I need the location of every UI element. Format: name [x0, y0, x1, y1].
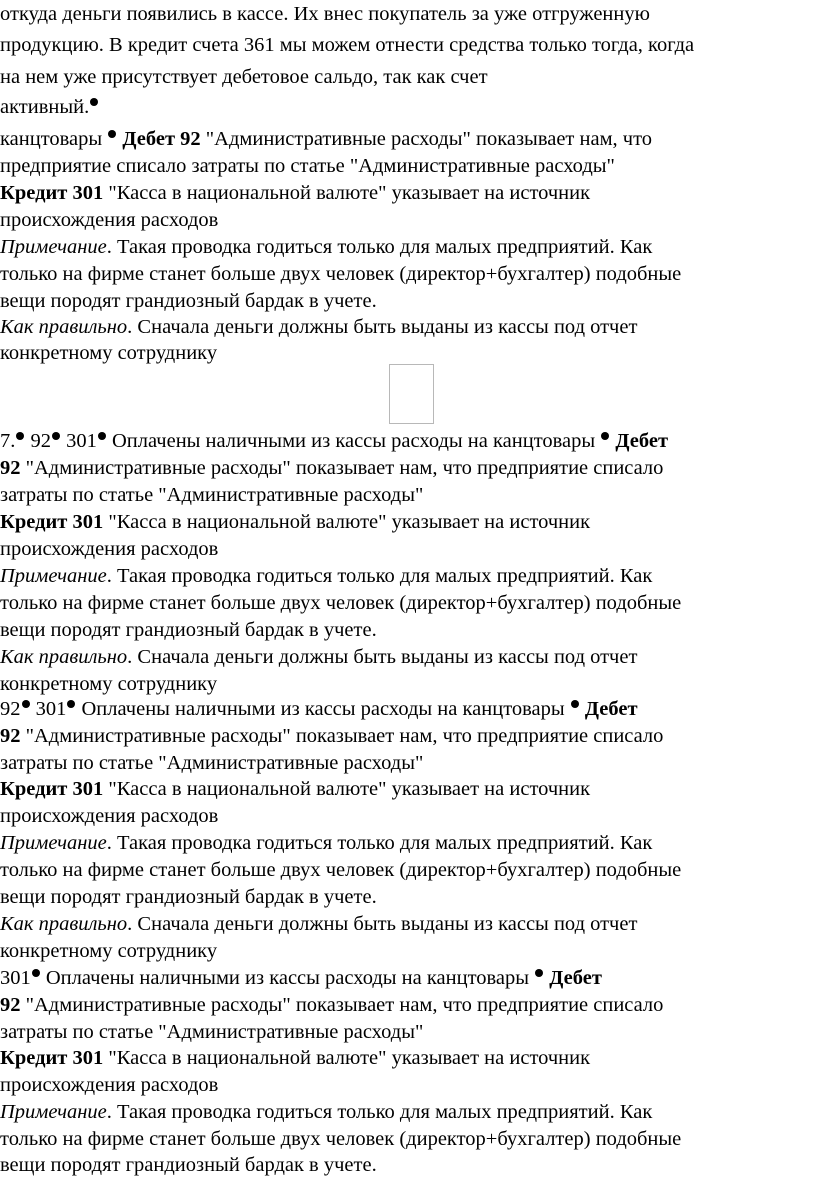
block3-head-text: Оплачены наличными из кассы расходы на канцтовары [76, 698, 565, 720]
block4-debit-label: Дебет [549, 967, 602, 989]
block3-note [0, 831, 652, 855]
block2-correct [0, 645, 637, 669]
block4-note-line3: вещи породят грандиозный бардак в учете. [0, 1154, 377, 1176]
intro-line-4 [0, 95, 99, 119]
intro-line-1: откуда деньги появились в кассе. Их внес покупатель за уже отгруженную [0, 3, 650, 25]
block2-credit [0, 510, 590, 534]
bullet-icon [16, 432, 24, 440]
block4-credit-label: Кредит 301 [0, 1047, 104, 1069]
bullet-icon [22, 700, 30, 708]
block2-head [0, 429, 668, 453]
block1-credit [0, 181, 590, 205]
block2-note-line3: вещи породят грандиозный бардак в учете. [0, 619, 377, 641]
bullet-icon [90, 98, 98, 106]
block2-num-1: 7. [0, 430, 16, 452]
bullet-icon [32, 969, 40, 977]
block4-debit-text: "Административные расходы" показывает нам, что предприятие списало [20, 994, 664, 1016]
block3-head [0, 697, 638, 721]
block3-note-label: Примечание [0, 832, 107, 854]
block2-debit-line2: затраты по статье "Административные расходы" [0, 484, 424, 506]
block3-correct-line2: конкретному сотруднику [0, 940, 218, 962]
bullet-icon [571, 700, 579, 708]
block3-credit-label: Кредит 301 [0, 778, 104, 800]
bullet-icon [67, 700, 75, 708]
block4-num-1: 301 [0, 967, 31, 989]
block3-num-1: 92 [0, 698, 21, 720]
block1-correct-label: Как правильно [0, 316, 128, 338]
block4-note-text: . Такая проводка годиться только для малых предприятий. Как [106, 1101, 653, 1123]
bullet-icon [108, 130, 116, 138]
block4-debit-label-2: 92 [0, 994, 21, 1016]
block2-note-line2: только на фирме станет больше двух человек (директор+бухгалтер) подобные [0, 592, 682, 614]
block4-credit [0, 1046, 590, 1070]
block3-correct [0, 912, 637, 936]
block3-note-line2: только на фирме станет больше двух человек (директор+бухгалтер) подобные [0, 859, 682, 881]
block4-note [0, 1100, 652, 1124]
block3-debit [0, 724, 663, 748]
block1-debit-text: "Административные расходы" показывает нам, что [200, 128, 653, 150]
block1-credit-line2: происхождения расходов [0, 209, 219, 231]
block2-note-text: . Такая проводка годиться только для малых предприятий. Как [106, 565, 653, 587]
bullet-icon [98, 432, 106, 440]
block2-debit-label-2: 92 [0, 457, 21, 479]
block2-note [0, 564, 652, 588]
block4-note-line2: только на фирме станет больше двух человек (директор+бухгалтер) подобные [0, 1128, 682, 1150]
block3-note-line3: вещи породят грандиозный бардак в учете. [0, 886, 377, 908]
block2-credit-line2: происхождения расходов [0, 538, 219, 560]
block1-debit-label: Дебет 92 [122, 128, 201, 150]
block4-credit-text: "Касса в национальной валюте" указывает на источник [103, 1047, 591, 1069]
bullet-icon [601, 432, 609, 440]
block2-credit-text: "Касса в национальной валюте" указывает на источник [103, 511, 591, 533]
block2-debit [0, 456, 663, 480]
block3-note-text: . Такая проводка годиться только для малых предприятий. Как [106, 832, 653, 854]
block3-num-2: 301 [30, 698, 67, 720]
block1-head [0, 127, 652, 151]
block2-debit-text: "Административные расходы" показывает нам, что предприятие списало [20, 457, 664, 479]
block1-note-text: . Такая проводка годиться только для малых предприятий. Как [106, 236, 653, 258]
block2-correct-line2: конкретному сотруднику [0, 673, 218, 695]
block4-note-label: Примечание [0, 1101, 107, 1123]
block1-note-line2: только на фирме станет больше двух человек (директор+бухгалтер) подобные [0, 263, 682, 285]
block4-debit [0, 993, 663, 1017]
block3-debit-line2: затраты по статье "Административные расходы" [0, 752, 424, 774]
block1-note [0, 235, 652, 259]
bullet-icon [535, 969, 543, 977]
block2-debit-label: Дебет [615, 430, 669, 452]
block1-credit-label: Кредит 301 [0, 182, 104, 204]
block2-note-label: Примечание [0, 565, 107, 587]
block1-note-label: Примечание [0, 236, 107, 258]
bullet-icon [52, 432, 60, 440]
block3-correct-text: . Сначала деньги должны быть выданы из кассы под отчет [127, 913, 638, 935]
block2-correct-text: . Сначала деньги должны быть выданы из кассы под отчет [127, 646, 638, 668]
image-placeholder [389, 364, 434, 424]
block2-num-3: 301 [61, 430, 97, 452]
intro-line-2: продукцию. В кредит счета 361 мы можем отнести средства только тогда, когда [0, 34, 695, 56]
block3-credit [0, 777, 590, 801]
block4-head-text: Оплачены наличными из кассы расходы на канцтовары [40, 967, 530, 989]
intro-line-3: на нем уже присутствует дебетовое сальдо, так как счет [0, 66, 488, 88]
block1-correct-line2: конкретному сотруднику [0, 342, 218, 364]
block3-debit-label-2: 92 [0, 725, 21, 747]
block1-correct [0, 315, 637, 339]
block3-debit-text: "Административные расходы" показывает нам, что предприятие списало [20, 725, 664, 747]
block2-head-text: Оплачены наличными из кассы расходы на канцтовары [106, 430, 596, 452]
block1-prefix: канцтовары [0, 128, 103, 150]
block4-head [0, 966, 602, 990]
block1-correct-text: . Сначала деньги должны быть выданы из кассы под отчет [127, 316, 638, 338]
block1-note-line3: вещи породят грандиозный бардак в учете. [0, 290, 377, 312]
block2-num-2: 92 [25, 430, 51, 452]
block3-correct-label: Как правильно [0, 913, 128, 935]
block4-credit-line2: происхождения расходов [0, 1074, 219, 1096]
block3-credit-line2: происхождения расходов [0, 805, 219, 827]
block2-credit-label: Кредит 301 [0, 511, 104, 533]
block4-debit-line2: затраты по статье "Административные расходы" [0, 1021, 424, 1043]
block3-credit-text: "Касса в национальной валюте" указывает на источник [103, 778, 591, 800]
block1-debit-line2: предприятие списало затраты по статье "Административные расходы" [0, 155, 615, 177]
block3-debit-label: Дебет [584, 698, 638, 720]
block1-credit-text: "Касса в национальной валюте" указывает на источник [103, 182, 591, 204]
intro-line-4-text: активный. [0, 96, 90, 118]
block2-correct-label: Как правильно [0, 646, 128, 668]
